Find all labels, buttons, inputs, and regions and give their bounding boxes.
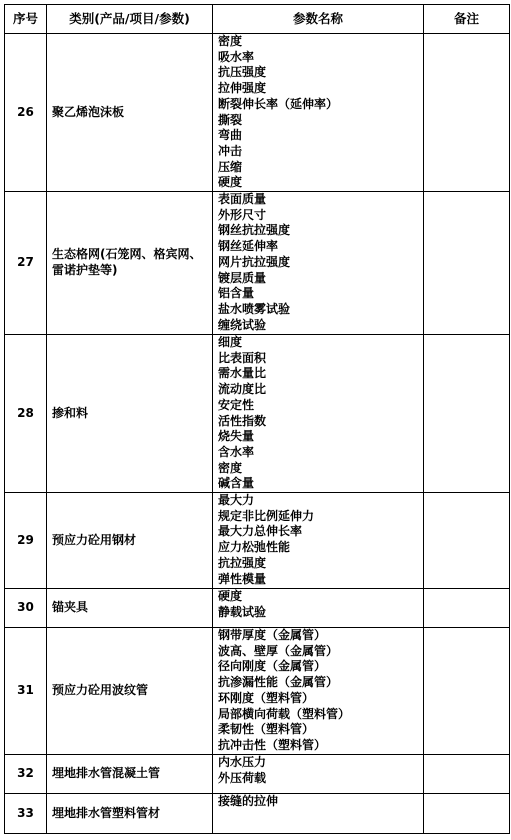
- parameter-table: [4, 4, 510, 834]
- param-name: 吸水率: [218, 49, 255, 64]
- row-category: 掺和料: [47, 335, 213, 493]
- param-name: 最大力总伸长率: [218, 524, 303, 539]
- param-name: 静载试验: [218, 604, 267, 619]
- row-params: [213, 192, 424, 335]
- param-name: 安定性: [218, 397, 255, 412]
- row-number: 29: [5, 493, 47, 589]
- row-remark: [424, 794, 510, 834]
- row-number: 33: [5, 794, 47, 834]
- param-name: 抗渗漏性能（金属管）: [218, 675, 339, 690]
- row-number: 26: [5, 34, 47, 192]
- param-name: 密度: [218, 34, 243, 48]
- param-name: 抗冲击性（塑料管）: [218, 737, 327, 752]
- row-remark: [424, 192, 510, 335]
- header-params: 参数名称: [213, 5, 424, 34]
- param-name: 缠绕试验: [218, 317, 267, 332]
- row-params: [213, 493, 424, 589]
- row-remark: [424, 589, 510, 628]
- param-name: 冲击: [218, 143, 243, 158]
- param-name: 撕裂: [218, 112, 243, 127]
- param-name: 规定非比例延伸力: [218, 508, 315, 523]
- param-name: 局部横向荷载（塑料管）: [218, 706, 351, 721]
- param-name: 活性指数: [218, 413, 267, 428]
- row-category: 生态格网(石笼网、格宾网、雷诺护垫等): [47, 192, 213, 335]
- row-params: [213, 335, 424, 493]
- row-remark: [424, 493, 510, 589]
- header-remark: 备注: [424, 5, 510, 34]
- row-category: 预应力砼用波纹管: [47, 628, 213, 755]
- row-remark: [424, 34, 510, 192]
- param-name: 含水率: [218, 444, 255, 459]
- param-name: 抗压强度: [218, 65, 267, 80]
- row-number: 27: [5, 192, 47, 335]
- param-name: 抗拉强度: [218, 555, 267, 570]
- param-name: 流动度比: [218, 382, 267, 397]
- param-name: 网片抗拉强度: [218, 254, 291, 269]
- param-name: 压缩: [218, 159, 243, 174]
- header-row: [5, 5, 510, 34]
- param-name: 钢带厚度（金属管）: [218, 628, 327, 643]
- param-name: 径向刚度（金属管）: [218, 659, 327, 674]
- param-name: 比表面积: [218, 350, 267, 365]
- param-name: 钢丝抗拉强度: [218, 223, 291, 238]
- param-name: 硬度: [218, 175, 243, 190]
- param-name: 盐水喷雾试验: [218, 301, 291, 316]
- param-name: 表面质量: [218, 192, 267, 207]
- table-row: [5, 589, 510, 628]
- row-params: [213, 755, 424, 794]
- table-row: [5, 192, 510, 335]
- param-name: 最大力: [218, 493, 255, 508]
- param-name: 碱含量: [218, 476, 255, 491]
- row-params: [213, 794, 424, 834]
- row-category: 预应力砼用钢材: [47, 493, 213, 589]
- param-name: 环刚度（塑料管）: [218, 690, 315, 705]
- param-name: 外压荷载: [218, 770, 267, 785]
- param-name: 硬度: [218, 589, 243, 604]
- header-no: 序号: [5, 5, 47, 34]
- param-name: 弯曲: [218, 128, 243, 143]
- param-name: 需水量比: [218, 366, 267, 381]
- table-row: [5, 628, 510, 755]
- table-row: [5, 335, 510, 493]
- row-remark: [424, 628, 510, 755]
- row-remark: [424, 335, 510, 493]
- row-number: 31: [5, 628, 47, 755]
- table-body: [5, 34, 510, 834]
- row-params: [213, 589, 424, 628]
- param-name: 波高、壁厚（金属管）: [218, 643, 339, 658]
- table-row: [5, 755, 510, 794]
- row-category: 聚乙烯泡沫板: [47, 34, 213, 192]
- param-name: 接缝的拉伸: [218, 794, 279, 809]
- row-category: 锚夹具: [47, 589, 213, 628]
- param-name: 细度: [218, 335, 243, 350]
- row-remark: [424, 755, 510, 794]
- param-name: 密度: [218, 460, 243, 475]
- param-name: 柔韧性（塑料管）: [218, 722, 315, 737]
- param-name: 钢丝延伸率: [218, 239, 279, 254]
- param-name: 断裂伸长率（延伸率）: [218, 96, 339, 111]
- table-row: [5, 34, 510, 192]
- table-row: [5, 493, 510, 589]
- row-category: 埋地排水管塑料管材: [47, 794, 213, 834]
- param-name: 拉伸强度: [218, 81, 267, 96]
- row-params: [213, 628, 424, 755]
- table-row: [5, 794, 510, 834]
- header-category: 类别(产品/项目/参数): [47, 5, 213, 34]
- row-category: 埋地排水管混凝土管: [47, 755, 213, 794]
- param-name: 铝含量: [218, 286, 255, 301]
- row-number: 32: [5, 755, 47, 794]
- param-name: 内水压力: [218, 755, 267, 770]
- param-name: 外形尺寸: [218, 207, 267, 222]
- param-name: 弹性模量: [218, 571, 267, 586]
- param-name: 应力松弛性能: [218, 540, 291, 555]
- param-name: 镀层质量: [218, 270, 267, 285]
- row-number: 30: [5, 589, 47, 628]
- row-number: 28: [5, 335, 47, 493]
- param-name: 烧失量: [218, 429, 255, 444]
- row-params: [213, 34, 424, 192]
